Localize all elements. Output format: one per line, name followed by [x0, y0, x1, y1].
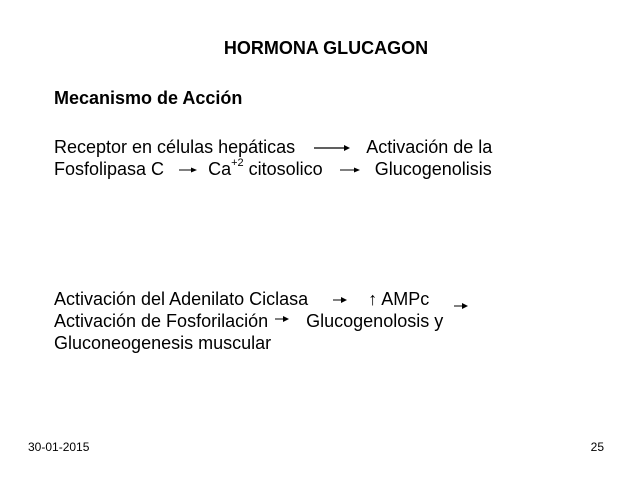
- glucogenolosis-text: Glucogenolosis y: [306, 311, 444, 331]
- slide-subtitle: Mecanismo de Acción: [54, 88, 243, 108]
- fosforilacion-text: Activación de Fosforilación: [54, 311, 269, 331]
- arrow-right-icon: [314, 143, 350, 153]
- slide-title: HORMONA GLUCAGON: [223, 38, 429, 58]
- receptor-text: Receptor en células hepáticas: [54, 137, 296, 157]
- arrow-right-icon: [454, 301, 468, 311]
- gluconeogenesis-text: Gluconeogenesis muscular: [54, 333, 272, 353]
- mechanism-line-3: [54, 289, 468, 310]
- fosfolipasa-text: Fosfolipasa C: [54, 159, 165, 179]
- footer-date: 30-01-2015: [28, 440, 90, 454]
- mechanism-line-4: [54, 311, 443, 332]
- calcium-charge: +2: [231, 157, 244, 169]
- mechanism-line-5: [54, 333, 271, 354]
- calcium-text: Ca: [208, 159, 232, 179]
- mechanism-line-2: [54, 159, 492, 180]
- arrow-right-icon: [333, 295, 347, 305]
- arrow-right-icon: [275, 314, 289, 324]
- mechanism-line-1: [54, 137, 492, 158]
- arrow-right-icon: [179, 165, 197, 175]
- arrow-right-icon: [340, 165, 360, 175]
- page-number: 25: [590, 440, 604, 454]
- activation-text: Activación de la: [366, 137, 493, 157]
- citosolico-text: citosolico: [243, 159, 323, 179]
- ampc-text: ↑ AMPc: [368, 289, 430, 309]
- adenilato-text: Activación del Adenilato Ciclasa: [54, 289, 309, 309]
- glucogenolisis-text: Glucogenolisis: [374, 159, 492, 179]
